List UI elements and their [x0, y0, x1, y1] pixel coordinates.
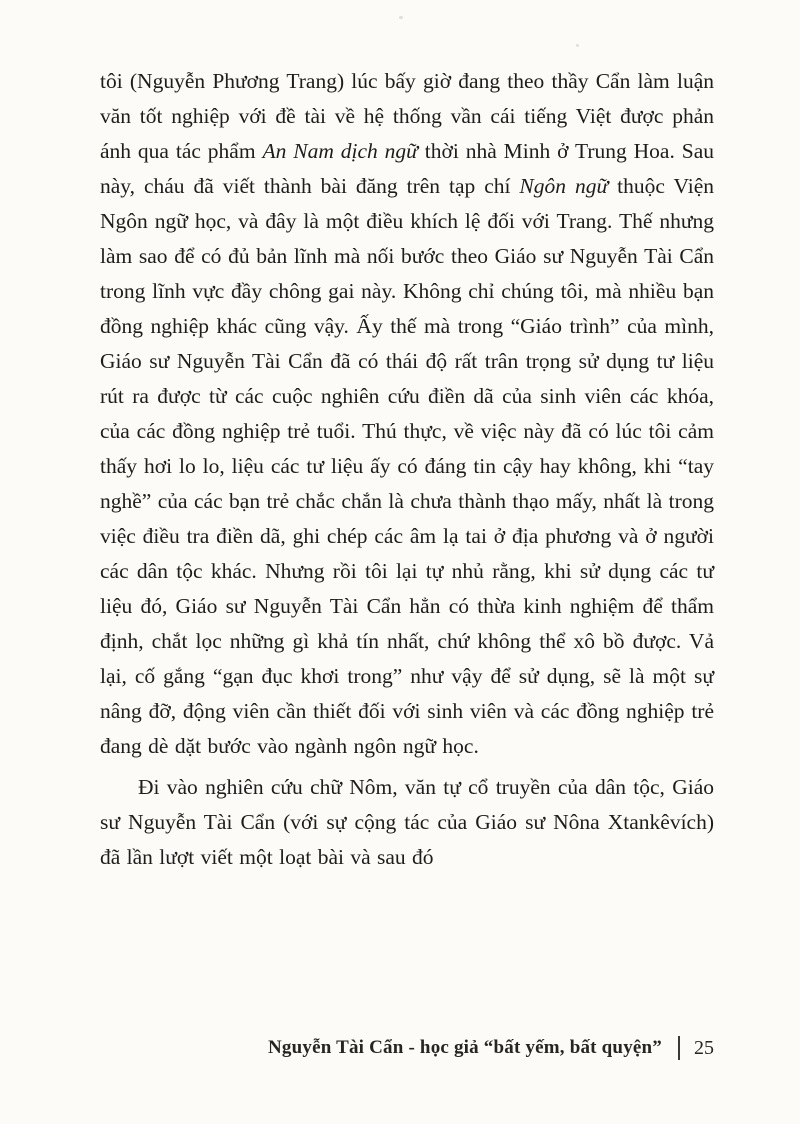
text-run: tôi (Nguyễn Phương Trang) lúc bấy giờ đang theo thầy Cẩn làm luận văn tốt nghiệp với đề tài về hệ thống vần cái tiếng Việt được phản ánh qua tác phẩm: [100, 69, 714, 163]
text-run: Đi vào nghiên cứu chữ Nôm, văn tự cổ truyền của dân tộc, Giáo sư Nguyễn Tài Cẩn (với sự cộng tác của Giáo sư Nôna Xtankêvích) đã lần lượt viết một loạt bài và sau đó: [100, 775, 714, 869]
italic-title-text: An Nam dịch ngữ: [262, 139, 418, 163]
text-run: thuộc Viện Ngôn ngữ học, và đây là một điều khích lệ đối với Trang. Thế nhưng làm sao để có đủ bản lĩnh mà nối bước theo Giáo sư Nguyễn Tài Cẩn trong lĩnh vực đầy chông gai này. Không chỉ chúng tôi, mà nhiều bạn đồng nghiệp khác cũng vậy. Ấy thế mà trong “Giáo trình” của mình, Giáo sư Nguyễn Tài Cẩn đã có thái độ rất trân trọng sử dụng tư liệu rút ra được từ các cuộc nghiên cứu điền dã của sinh viên các khóa, của các đồng nghiệp trẻ tuổi. Thú thực, về việc này đã có lúc tôi cảm thấy hơi lo lo, liệu các tư liệu ấy có đáng tin cậy hay không, khi “tay nghề” của các bạn trẻ chắc chắn là chưa thành thạo mấy, nhất là trong việc điều tra điền dã, ghi chép các âm lạ tai ở địa phương và ở người các dân tộc khác. Nhưng rồi tôi lại tự nhủ rằng, khi sử dụng các tư liệu đó, Giáo sư Nguyễn Tài Cẩn hẳn có thừa kinh nghiệm để thẩm định, chắt lọc những gì khả tín nhất, chứ không thể xô bồ được. Vả lại, cố gắng “gạn đục khơi trong” như vậy để sử dụng, sẽ là một sự nâng đỡ, động viên cần thiết đối với sinh viên và các đồng nghiệp trẻ đang dè dặt bước vào ngành ngôn ngữ học.: [100, 174, 714, 758]
scan-speck: [399, 16, 403, 19]
body-text: [100, 64, 714, 875]
italic-title-text: Ngôn ngữ: [519, 174, 609, 198]
text-run: thời nhà Minh ở Trung Hoa. Sau này, cháu đã viết thành bài đăng trên tạp chí: [100, 139, 714, 198]
paragraph: [100, 64, 714, 764]
scan-speck: [576, 44, 579, 47]
paragraph: [100, 770, 714, 875]
footer-divider-rule: [678, 1036, 680, 1060]
footer-running-title: Nguyễn Tài Cẩn - học giả “bất yếm, bất quyện”: [268, 1037, 662, 1058]
page-number: 25: [694, 1036, 714, 1059]
page-footer: [100, 1036, 714, 1060]
